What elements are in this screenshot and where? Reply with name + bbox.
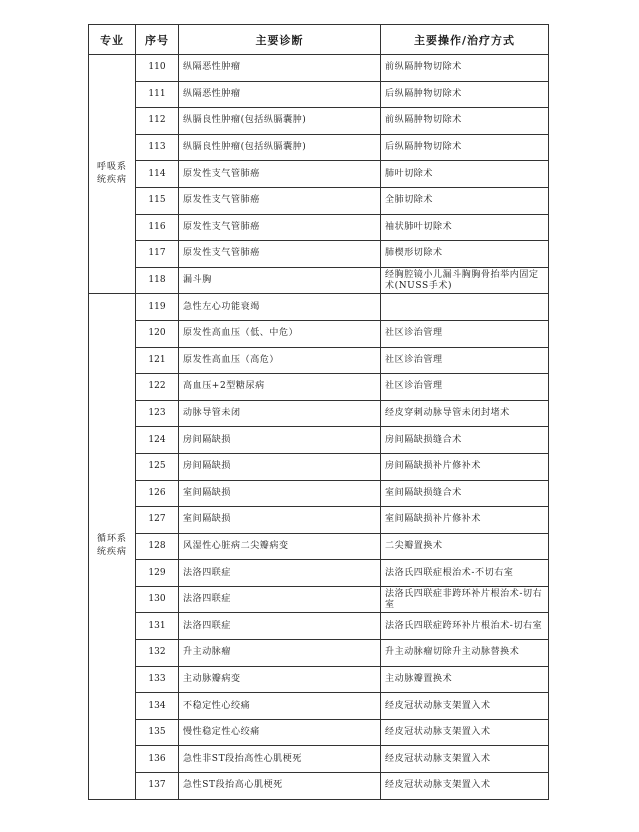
table-row	[89, 560, 549, 587]
header-category: 专业	[89, 25, 136, 55]
table-row	[89, 374, 549, 401]
diagnosis-cell: 原发性高血压（高危）	[179, 347, 381, 374]
row-number-cell: 123	[136, 400, 179, 427]
table-row	[89, 161, 549, 188]
diagnosis-cell: 急性ST段抬高心肌梗死	[179, 773, 381, 800]
row-number-cell: 116	[136, 214, 179, 241]
row-number-cell: 137	[136, 773, 179, 800]
treatment-cell: 社区诊治管理	[381, 320, 549, 347]
row-number-cell: 125	[136, 453, 179, 480]
row-number-cell: 117	[136, 241, 179, 268]
row-number-cell: 129	[136, 560, 179, 587]
row-number-cell: 110	[136, 55, 179, 82]
table-row	[89, 666, 549, 693]
diagnosis-cell: 原发性支气管肺癌	[179, 241, 381, 268]
treatment-cell: 经皮冠状动脉支架置入术	[381, 693, 549, 720]
diagnosis-cell: 动脉导管未闭	[179, 400, 381, 427]
treatment-cell: 经胸腔镜小儿漏斗胸胸骨抬举内固定术(NUSS手术)	[381, 267, 549, 294]
row-number-cell: 112	[136, 108, 179, 135]
table-row	[89, 214, 549, 241]
treatment-cell: 法洛氏四联症根治术-不切右室	[381, 560, 549, 587]
row-number-cell: 136	[136, 746, 179, 773]
treatment-cell: 法洛氏四联症非跨环补片根治术-切右室	[381, 586, 549, 613]
table-row	[89, 773, 549, 800]
treatment-cell: 经皮冠状动脉支架置入术	[381, 746, 549, 773]
treatment-cell: 经皮冠状动脉支架置入术	[381, 719, 549, 746]
treatment-cell: 社区诊治管理	[381, 347, 549, 374]
table-row	[89, 241, 549, 268]
row-number-cell: 128	[136, 533, 179, 560]
header-number: 序号	[136, 25, 179, 55]
treatment-cell: 二尖瓣置换术	[381, 533, 549, 560]
row-number-cell: 134	[136, 693, 179, 720]
table-row	[89, 586, 549, 613]
diagnosis-cell: 原发性支气管肺癌	[179, 161, 381, 188]
table-row	[89, 640, 549, 667]
row-number-cell: 135	[136, 719, 179, 746]
treatment-cell: 室间隔缺损缝合术	[381, 480, 549, 507]
row-number-cell: 122	[136, 374, 179, 401]
row-number-cell: 130	[136, 586, 179, 613]
diagnosis-cell: 原发性支气管肺癌	[179, 214, 381, 241]
diagnosis-cell: 原发性支气管肺癌	[179, 187, 381, 214]
diagnosis-cell: 室间隔缺损	[179, 480, 381, 507]
row-number-cell: 114	[136, 161, 179, 188]
treatment-cell: 房间隔缺损缝合术	[381, 427, 549, 454]
treatment-cell: 肺楔形切除术	[381, 241, 549, 268]
table-row	[89, 427, 549, 454]
treatment-cell: 社区诊治管理	[381, 374, 549, 401]
table-row	[89, 320, 549, 347]
treatment-cell: 升主动脉瘤切除升主动脉替换术	[381, 640, 549, 667]
table-row	[89, 533, 549, 560]
table-row	[89, 187, 549, 214]
treatment-cell: 前纵隔肿物切除术	[381, 55, 549, 82]
diagnosis-cell: 急性非ST段抬高性心肌梗死	[179, 746, 381, 773]
diagnosis-cell: 法洛四联症	[179, 560, 381, 587]
treatment-cell: 肺叶切除术	[381, 161, 549, 188]
table-row	[89, 719, 549, 746]
row-number-cell: 118	[136, 267, 179, 294]
treatment-cell: 袖状肺叶切除术	[381, 214, 549, 241]
table-row	[89, 55, 549, 82]
treatment-cell: 后纵隔肿物切除术	[381, 81, 549, 108]
row-number-cell: 111	[136, 81, 179, 108]
header-treatment: 主要操作/治疗方式	[381, 25, 549, 55]
treatment-cell: 主动脉瓣置换术	[381, 666, 549, 693]
row-number-cell: 119	[136, 294, 179, 321]
category-cell: 循环系统疾病	[89, 294, 136, 799]
diagnosis-cell: 急性左心功能衰竭	[179, 294, 381, 321]
diagnosis-cell: 原发性高血压（低、中危）	[179, 320, 381, 347]
table-row	[89, 81, 549, 108]
treatment-cell	[381, 294, 549, 321]
diagnosis-cell: 漏斗胸	[179, 267, 381, 294]
diagnosis-cell: 升主动脉瘤	[179, 640, 381, 667]
treatment-cell: 全肺切除术	[381, 187, 549, 214]
table-row	[89, 613, 549, 640]
treatment-cell: 房间隔缺损补片修补术	[381, 453, 549, 480]
treatment-cell: 经皮冠状动脉支架置入术	[381, 773, 549, 800]
treatment-cell: 经皮穿刺动脉导管未闭封堵术	[381, 400, 549, 427]
diagnosis-cell: 房间隔缺损	[179, 427, 381, 454]
table-row	[89, 108, 549, 135]
diagnosis-cell: 法洛四联症	[179, 586, 381, 613]
diagnosis-cell: 纵膈良性肿瘤(包括纵膈囊肿)	[179, 134, 381, 161]
table-header-row	[89, 25, 549, 55]
diagnosis-cell: 纵隔恶性肿瘤	[179, 81, 381, 108]
row-number-cell: 120	[136, 320, 179, 347]
table-row	[89, 693, 549, 720]
table-body	[89, 55, 549, 800]
diagnosis-cell: 不稳定性心绞痛	[179, 693, 381, 720]
treatment-cell: 后纵隔肿物切除术	[381, 134, 549, 161]
diagnosis-cell: 纵膈良性肿瘤(包括纵膈囊肿)	[179, 108, 381, 135]
diagnosis-cell: 慢性稳定性心绞痛	[179, 719, 381, 746]
procedure-table	[88, 24, 549, 800]
row-number-cell: 131	[136, 613, 179, 640]
table-row	[89, 480, 549, 507]
table-row	[89, 746, 549, 773]
row-number-cell: 121	[136, 347, 179, 374]
row-number-cell: 127	[136, 507, 179, 534]
row-number-cell: 132	[136, 640, 179, 667]
treatment-cell: 室间隔缺损补片修补术	[381, 507, 549, 534]
diagnosis-cell: 法洛四联症	[179, 613, 381, 640]
table-row	[89, 347, 549, 374]
table-row	[89, 134, 549, 161]
row-number-cell: 126	[136, 480, 179, 507]
category-cell: 呼吸系统疾病	[89, 55, 136, 294]
diagnosis-cell: 室间隔缺损	[179, 507, 381, 534]
diagnosis-cell: 房间隔缺损	[179, 453, 381, 480]
table-row	[89, 267, 549, 294]
treatment-cell: 前纵隔肿物切除术	[381, 108, 549, 135]
row-number-cell: 113	[136, 134, 179, 161]
table-row	[89, 453, 549, 480]
row-number-cell: 115	[136, 187, 179, 214]
row-number-cell: 133	[136, 666, 179, 693]
diagnosis-cell: 主动脉瓣病变	[179, 666, 381, 693]
table-row	[89, 294, 549, 321]
header-diagnosis: 主要诊断	[179, 25, 381, 55]
row-number-cell: 124	[136, 427, 179, 454]
diagnosis-cell: 风湿性心脏病二尖瓣病变	[179, 533, 381, 560]
diagnosis-cell: 高血压+2型糖尿病	[179, 374, 381, 401]
table-row	[89, 507, 549, 534]
treatment-cell: 法洛氏四联症跨环补片根治术-切右室	[381, 613, 549, 640]
diagnosis-cell: 纵隔恶性肿瘤	[179, 55, 381, 82]
table-row	[89, 400, 549, 427]
